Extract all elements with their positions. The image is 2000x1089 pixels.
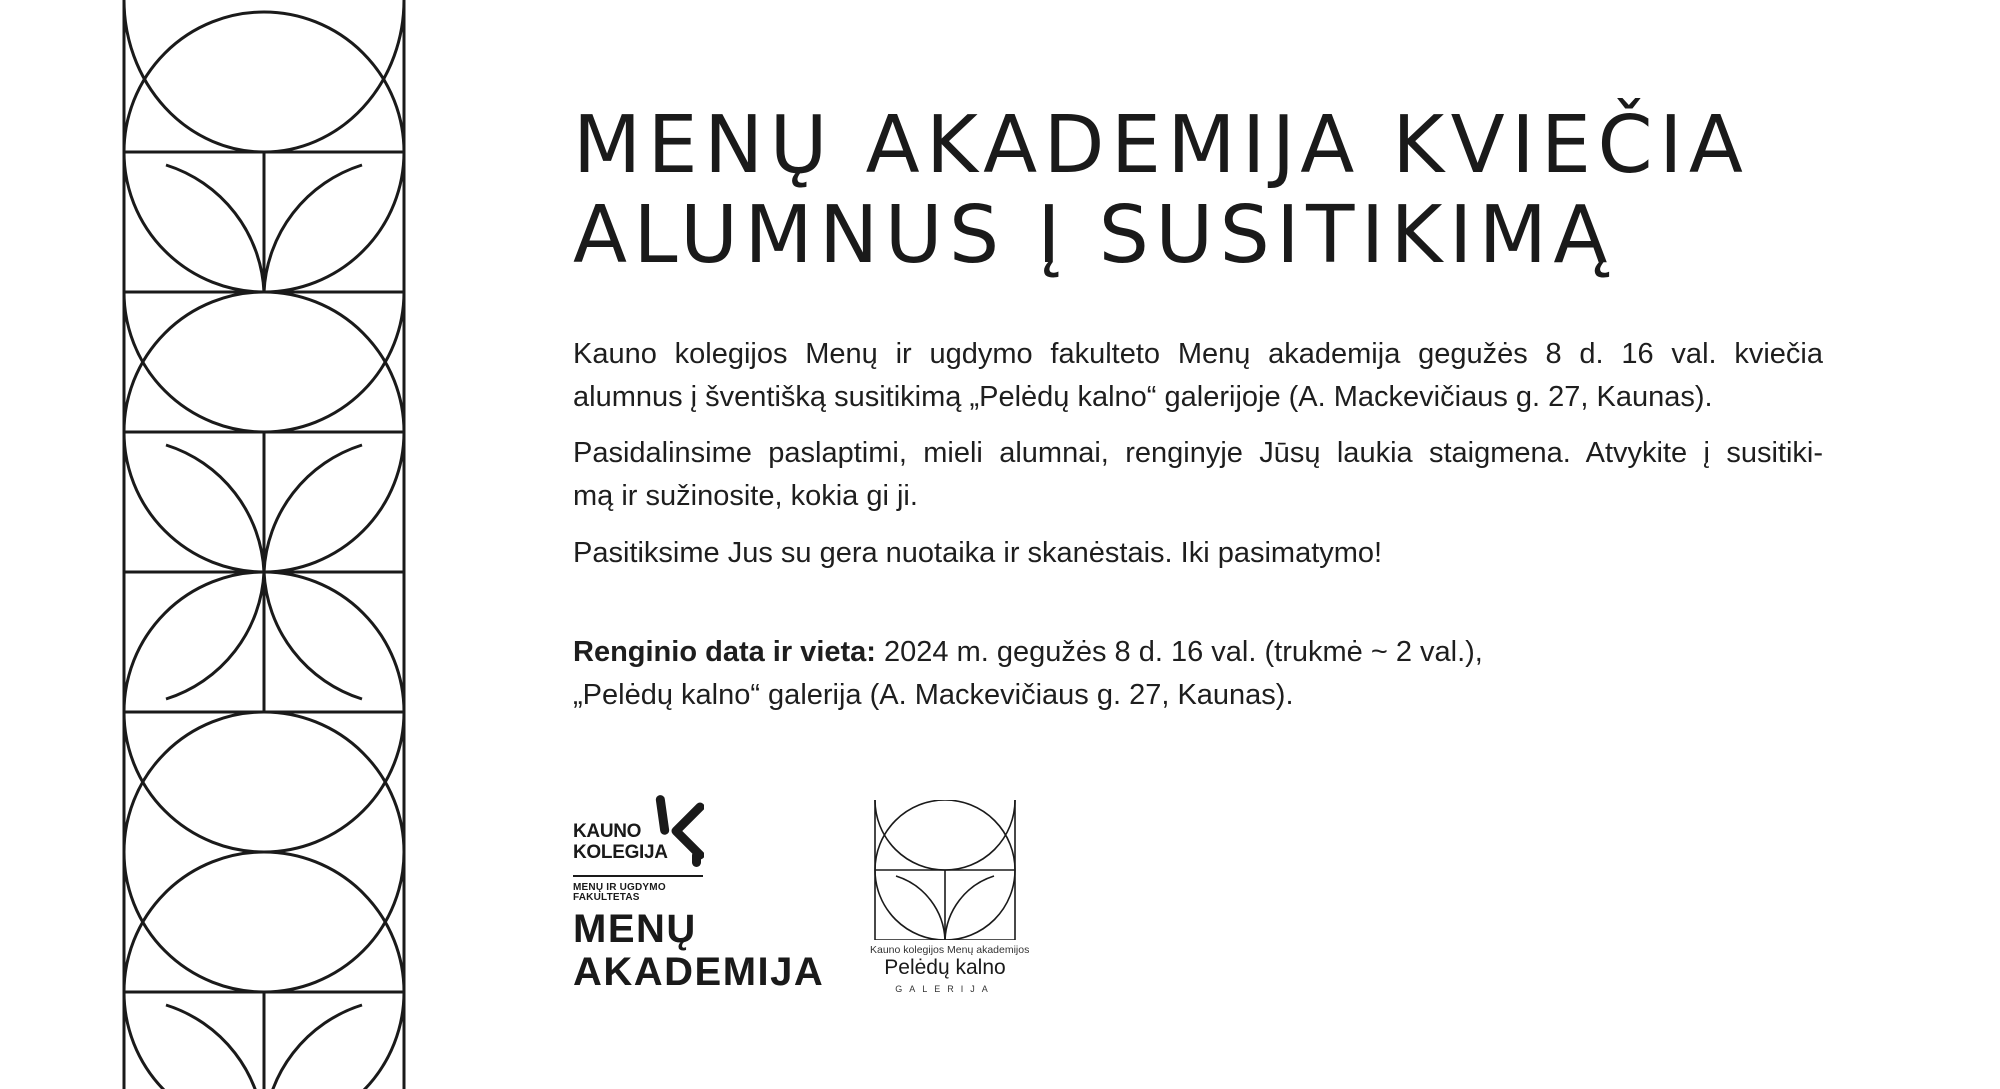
greeting-line: Pasitiksime Jus su gera nuotaika ir skanėstais. Iki pasimatymo! — [573, 537, 1383, 569]
surprise-line-1: Pasidalinsime paslaptimi, mieli alumnai, renginyje Jūsų laukia staigmena. Atvykite į susitiki- — [573, 437, 1823, 469]
event-label: Renginio data ir vieta: — [573, 636, 876, 668]
title-line-2: ALUMNUS Į SUSITIKIMĄ — [573, 189, 1614, 281]
event-line-1 — [573, 631, 1823, 674]
academy-text-2: AKADEMIJA — [573, 950, 825, 994]
surprise-line-2: mą ir sužinosite, kokia gi ji. — [573, 480, 918, 512]
kauno-text: KAUNO — [573, 821, 642, 842]
peledu-kalno-gallery-logo — [870, 800, 1030, 1000]
intro-paragraph — [573, 333, 1823, 419]
title-line-1: MENŲ AKADEMIJA KVIEČIA — [573, 99, 1750, 191]
kolegija-text: KOLEGIJA — [573, 842, 668, 863]
decorative-ornament-column — [122, 0, 407, 1089]
faculty-text-1: MENŲ IR UGDYMO — [573, 882, 666, 893]
event-details — [573, 631, 1823, 717]
gallery-subtitle: GALERIJA — [895, 984, 995, 994]
kauno-kolegija-logo — [573, 795, 853, 995]
logo-divider — [573, 875, 703, 877]
surprise-paragraph — [573, 432, 1823, 518]
gallery-owner-text: Kauno kolegijos Menų akademijos — [870, 944, 1030, 956]
academy-text-1: MENŲ — [573, 907, 697, 951]
page-title — [573, 100, 1749, 280]
greeting-paragraph — [573, 532, 1823, 575]
event-date: 2024 m. gegužės 8 d. 16 val. (trukmė ~ 2 val.), — [875, 636, 1483, 668]
intro-line-1: Kauno kolegijos Menų ir ugdymo fakulteto Menų akademija gegužės 8 d. 16 val. kviečia — [573, 338, 1823, 370]
event-place: „Pelėdų kalno“ galerija (A. Mackevičiaus g. 27, Kaunas). — [573, 679, 1294, 711]
gallery-emblem-icon — [874, 800, 1016, 940]
intro-line-2: alumnus į šventišką susitikimą „Pelėdų kalno“ galerijoje (A. Mackevičiaus g. 27, Kaunas). — [573, 381, 1713, 413]
gallery-name: Pelėdų kalno — [884, 956, 1006, 979]
faculty-text-2: FAKULTETAS — [573, 892, 640, 903]
